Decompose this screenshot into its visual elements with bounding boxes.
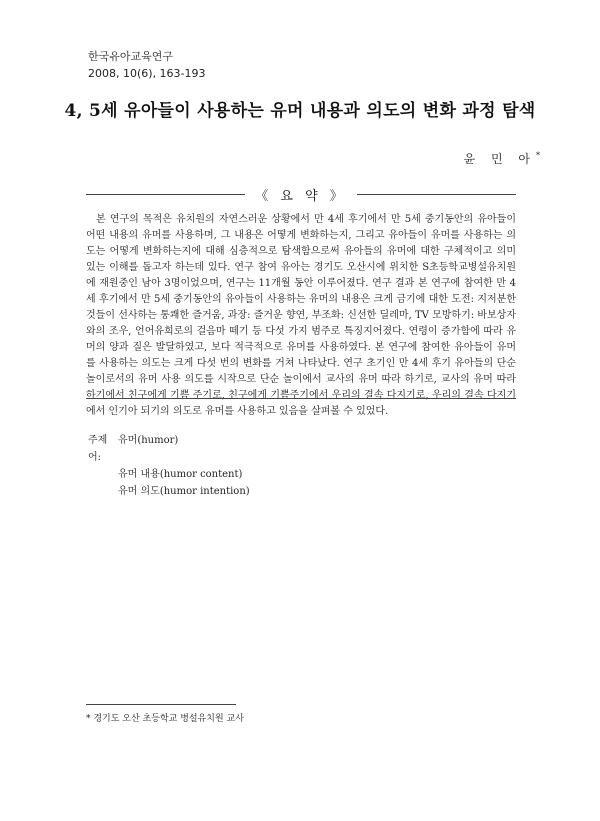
abstract-heading [86, 184, 516, 204]
footnote: * 경기도 오산 초등학교 병설유치원 교사 [86, 714, 244, 724]
journal-info [88, 48, 206, 82]
abstract-bottom-rule [86, 398, 516, 399]
keywords-label: 주제어: [88, 435, 108, 463]
keyword-row [88, 432, 250, 466]
author-name: 윤 민 아 [463, 152, 536, 166]
keyword-row [88, 466, 250, 483]
abstract-heading-label: 《 요 약 》 [255, 188, 347, 204]
keyword-item: 유머(humor) [118, 435, 179, 446]
abstract-body: 본 연구의 목적은 유치원의 자연스러운 상황에서 만 4세 후기에서 만 5세 중기동안의 유아들이 어떤 내용의 유머를 사용하며, 그 내용은 어떻게 변화하는지, 그리고 유아들이 유머를 사용하는 의도는 어떻게 변화하는지에 대해 심층적으로 탐색함으로써 유아들의 유머에 대한 구체적이고 의미 있는 이해를 돕고자 하는데 있다. 연구 참여 유아는 경기도 오산시에 위치한 S초등학교병설유치원에 재원중인 남아 3명이었으며, 연구는 11개월 동안 이루어졌다. 연구 결과 본 연구에 참여한 만 4세 후기에서 만 5세 중기동안의 유아들이 사용하는 유머의 내용은 크게 금기에 대한 도전: 지저분한 것들이 선사하는 통쾌한 즐거움, 과장: 즐거운 향연, 부조화: 신선한 딜레마, TV 모방하기: 바보상자와의 조우, 언어유희로의 걸음마 떼기 등 다섯 가지 범주로 특징지어졌다. 연령이 증가함에 따라 유머의 양과 질은 발달하였고, 보다 적극적으로 유머를 사용하였다. 본 연구에 참여한 유아들이 유머를 사용하는 의도는 크게 다섯 번의 변화를 거쳐 나타났다. 연구 초기인 만 4세 후기 유아들의 단순 놀이로서의 유머 사용 의도를 시작으로 단순 놀이에서 교사의 유머 따라 하기로, 교사의 유머 따라 하기에서 친구에게 기쁨 주기로, 친구에게 기쁨주기에서 우리의 결속 다지기로, 우리의 결속 다지기에서 인기아 되기의 의도로 유머를 사용하고 있음을 살펴볼 수 있었다. [86, 214, 516, 417]
keyword-row [88, 483, 250, 500]
keywords [88, 432, 250, 500]
author-footnote-mark: * [536, 151, 540, 160]
footnote-rule [86, 704, 236, 705]
journal-name: 한국유아교육연구 [88, 50, 174, 63]
keyword-item: 유머 의도(humor intention) [118, 486, 250, 497]
keyword-item: 유머 내용(humor content) [118, 469, 243, 480]
abstract-heading-rule-right [357, 194, 516, 195]
abstract-heading-rule-left [86, 194, 245, 195]
paper-title: 4, 5세 유아들이 사용하는 유머 내용과 의도의 변화 과정 탐색 [64, 101, 536, 121]
journal-issue: 2008, 10(6), 163-193 [88, 67, 206, 80]
author [464, 150, 540, 167]
